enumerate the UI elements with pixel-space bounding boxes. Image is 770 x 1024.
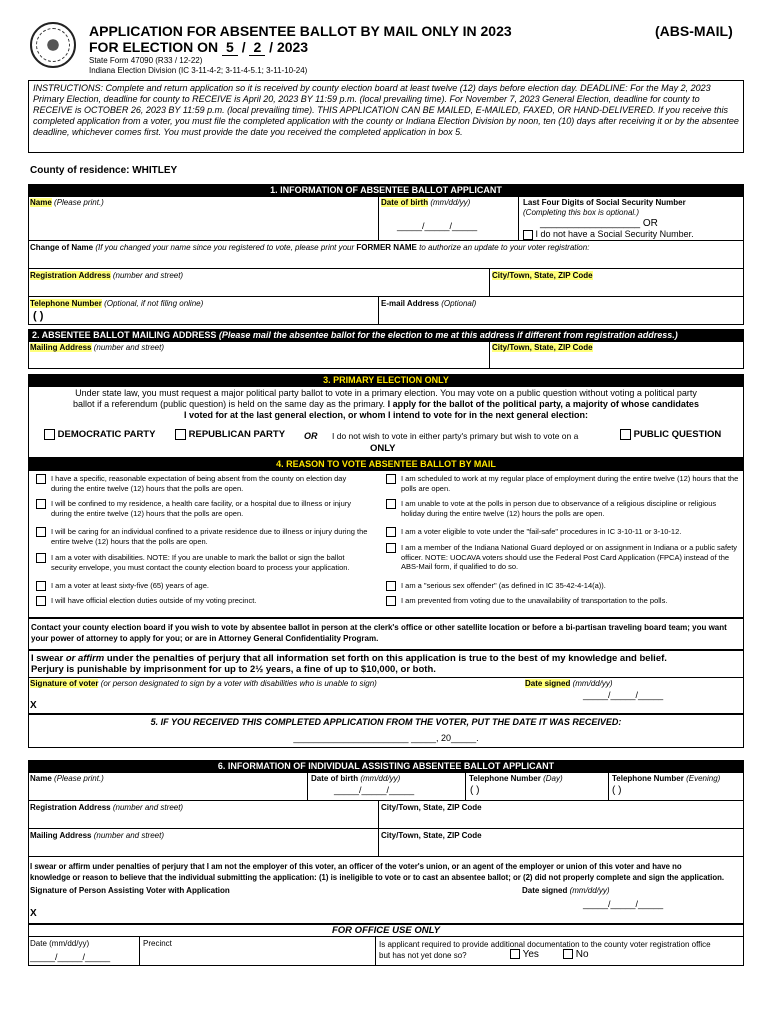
republican-checkbox[interactable] [175, 429, 186, 440]
indiana-state-seal [30, 22, 76, 68]
section3-header: 3. PRIMARY ELECTION ONLY [28, 374, 744, 386]
office-no-option[interactable]: No [563, 949, 589, 960]
or-text: OR [304, 431, 318, 441]
republican-party-option[interactable]: REPUBLICAN PARTY [175, 429, 285, 440]
registration-address-field[interactable]: Registration Address (number and street) [30, 271, 184, 280]
reason-checkbox[interactable] [36, 596, 46, 606]
section5-text: 5. IF YOU RECEIVED THIS COMPLETED APPLICATION FROM THE VOTER, PUT THE DATE IT WAS RECEIVED: [150, 717, 622, 727]
phone-day-parens: ( ) [470, 785, 480, 796]
voter-signature-field[interactable]: Signature of voter (or person designated to sign by a voter with disabilities who is unable to sign) [30, 679, 377, 688]
public-question-checkbox[interactable] [620, 429, 631, 440]
assistant-dob-field[interactable]: Date of birth (mm/dd/yy) [311, 774, 401, 783]
county-of-residence: County of residence: WHITLEY [30, 165, 178, 176]
reason-sex-offender[interactable]: I am a "serious sex offender" (as defined in IC 35-42-4-14(a)). [386, 581, 740, 591]
assistant-name-field[interactable]: Name (Please print.) [30, 774, 104, 783]
reason-transportation[interactable]: I am prevented from voting due to the unavailability of transportation to the polls. [386, 596, 740, 606]
yes-checkbox[interactable] [510, 949, 520, 959]
reason-caring-individual[interactable]: I will be caring for an individual confined to a private residence due to illness or injury during the entire twelve (12) hours that the polls are open. [36, 527, 368, 546]
reason-disabilities[interactable]: I am a voter with disabilities. NOTE: If you are unable to mark the ballot or sign the ballot security envelope, you must contact the county election board to process your application. [36, 553, 368, 572]
reason-checkbox[interactable] [386, 543, 396, 553]
no-ssn-option[interactable]: I do not have a Social Security Number. [523, 229, 694, 240]
democratic-party-option[interactable]: DEMOCRATIC PARTY [44, 429, 155, 440]
email-field[interactable]: E-mail Address (Optional) [381, 299, 477, 308]
assistant-phone-day-field[interactable]: Telephone Number (Day) [469, 774, 563, 783]
assistant-mailing-city-field[interactable]: City/Town, State, ZIP Code [381, 831, 482, 840]
reason-checkbox[interactable] [386, 581, 396, 591]
change-of-name-field[interactable]: Change of Name (If you changed your name since you registered to vote, please print your FORMER NAME to authorize an update to your voter registration: [30, 243, 590, 252]
assistant-registration-address-field[interactable]: Registration Address (number and street) [30, 803, 184, 812]
assistant-mailing-address-field[interactable]: Mailing Address (number and street) [30, 831, 164, 840]
section2-header: 2. ABSENTEE BALLOT MAILING ADDRESS (Please mail the absentee ballot for the election to me at this address if different from registration address.) [28, 329, 744, 341]
office-documentation-question: Is applicant required to provide additional documentation to the county voter registration office but has not yet done so? [379, 940, 711, 960]
voter-date-signed-field[interactable]: Date signed (mm/dd/yy) [525, 679, 613, 688]
applicant-dob-field[interactable]: Date of birth (mm/dd/yy) [381, 198, 471, 207]
reason-confined-illness[interactable]: I will be confined to my residence, a health care facility, or a hospital due to illness or injury during the entire twelve (12) hours that the polls are open. [36, 499, 368, 518]
section1-header: 1. INFORMATION OF ABSENTEE BALLOT APPLICANT [28, 184, 744, 196]
assistant-signature-x: X [30, 908, 37, 919]
reason-checkbox[interactable] [386, 596, 396, 606]
ssn-hint: (Completing this box is optional.) [523, 208, 640, 217]
reason-checkbox[interactable] [36, 499, 46, 509]
democratic-checkbox[interactable] [44, 429, 55, 440]
reason-checkbox[interactable] [36, 527, 46, 537]
office-yes-option[interactable]: Yes [510, 949, 539, 960]
date-received-field[interactable]: _______________________ _____, 20_____. [293, 733, 479, 743]
reason-election-duties[interactable]: I will have official election duties outside of my voting precinct. [36, 596, 368, 606]
election-month: 5 [222, 39, 238, 56]
reason-checkbox[interactable] [386, 474, 396, 484]
assistant-date-blank: _____/_____/_____ [583, 899, 664, 909]
assistant-phone-evening-field[interactable]: Telephone Number (Evening) [612, 774, 721, 783]
form-subtitle: State Form 47090 (R33 / 12-22) Indiana Election Division (IC 3-11-4-2; 3-11-4-5.1; 3-11-10-24) [89, 56, 308, 75]
reason-absent-from-county[interactable]: I have a specific, reasonable expectation of being absent from the county on election day during the entire twelve (12) hours that the polls are open. [36, 474, 368, 493]
voter-affirmation: I swear or affirm under the penalties of perjury that all information set forth on this application is true to the best of my knowledge and belief. Perjury is punishable by imprisonment for up to 2½ years, a fine of up to $10,000, or both. [31, 653, 667, 675]
assistant-dob-blank: _____/_____/_____ [334, 785, 415, 795]
office-date-field[interactable]: Date (mm/dd/yy) [30, 939, 90, 948]
reason-checkbox[interactable] [386, 499, 396, 509]
applicant-name-field[interactable]: Name (Please print.) [30, 198, 104, 207]
section4-header: 4. REASON TO VOTE ABSENTEE BALLOT BY MAIL [28, 458, 744, 470]
only-text: ONLY [370, 443, 396, 454]
city-state-zip-field[interactable]: City/Town, State, ZIP Code [492, 271, 593, 280]
dob-blank: _____/_____/_____ [397, 221, 478, 231]
primary-election-text: Under state law, you must request a major political party ballot to vote in a primary election. You may vote on a public question without voting a political party ballot if a referendum (public question) is held on the same day as the primary. I apply for the ballot of the political party, a majority of whose candidates I voted for at the last general election, or whom I intend to vote for in the next general election: [73, 388, 699, 420]
voter-signature-x: X [30, 700, 37, 711]
voter-date-blank: _____/_____/_____ [583, 690, 664, 700]
assistant-date-signed-field[interactable]: Date signed (mm/dd/yy) [522, 886, 610, 895]
no-party-text: I do not wish to vote in either party's primary but wish to vote on a [332, 431, 579, 441]
office-date-blank: _____/_____/_____ [30, 952, 111, 962]
contact-text: Contact your county election board if you wish to vote by absentee ballot in person at the clerk's office or other satellite location or before a bi-partisan traveling board team; you want your power of attorney to apply for you; or are in Attorney General Confidentiality Program. [31, 623, 727, 643]
reason-checkbox[interactable] [36, 553, 46, 563]
reason-religious[interactable]: I am unable to vote at the polls in person due to observance of a religious discipline or religious holiday during the entire twelve (12) hours the polls are open. [386, 499, 740, 518]
assistant-signature-field[interactable]: Signature of Person Assisting Voter with Application [30, 886, 230, 895]
ssn-label: Last Four Digits of Social Security Number [523, 198, 686, 207]
reason-age-65[interactable]: I am a voter at least sixty-five (65) years of age. [36, 581, 368, 591]
reason-fail-safe[interactable]: I am a voter eligible to vote under the "fail-safe" procedures in IC 3-10-11 or 3-10-12. [386, 527, 740, 537]
form-code: (ABS-MAIL) [655, 23, 733, 39]
instructions-box: INSTRUCTIONS: Complete and return application so it is received by county election board at least twelve (12) days before election day. DEADLINE: For the May 2, 2023 Primary Election, deadline for county to RECEIVE is April 20, 2023 BY 11:59 p.m. (local prevailing time). For November 7, 2023 General Election, deadline for county to RECEIVE is OCTOBER 26, 2023 BY 11:59 p.m. (local prevailing time). THIS APPLICATION CAN BE MAILED, E-MAILED, FAXED, OR HAND-DELIVERED. If you receive this completed application from a voter, you must file the completed application with the county or Indiana Election Division by noon, ten (10) days after receiving it or by the absentee deadline, whichever comes first. You must provide the date you received the completed application in box 5. [28, 80, 744, 153]
mailing-address-field[interactable]: Mailing Address (number and street) [30, 343, 164, 352]
ssn-field[interactable]: __________________ OR [540, 218, 658, 229]
section6-header: 6. INFORMATION OF INDIVIDUAL ASSISTING ABSENTEE BALLOT APPLICANT [28, 760, 744, 772]
election-day: 2 [249, 39, 265, 56]
assistant-affirmation: I swear or affirm under penalties of perjury that I am not the employer of this voter, an officer of the voter's union, or an agent of the employer or union of this voter and have no knowledge or reason to believe that the individual submitting the application: (1) is ineligible to vote or to cast an absentee ballot; or (2) did not properly complete and sign the application. [30, 862, 725, 882]
assistant-city-field[interactable]: City/Town, State, ZIP Code [381, 803, 482, 812]
no-ssn-checkbox[interactable] [523, 230, 533, 240]
no-checkbox[interactable] [563, 949, 573, 959]
reason-checkbox[interactable] [36, 474, 46, 484]
reason-work-schedule[interactable]: I am scheduled to work at my regular place of employment during the entire twelve (12) hours that the polls are open. [386, 474, 740, 493]
mailing-city-field[interactable]: City/Town, State, ZIP Code [492, 343, 593, 352]
phone-parens: ( ) [33, 310, 44, 322]
reason-checkbox[interactable] [36, 581, 46, 591]
office-use-header: FOR OFFICE USE ONLY [331, 925, 441, 936]
reason-checkbox[interactable] [386, 527, 396, 537]
phone-evening-parens: ( ) [612, 785, 622, 796]
telephone-field[interactable]: Telephone Number (Optional, if not filing online) [30, 299, 204, 308]
office-precinct-field[interactable]: Precinct [143, 939, 172, 948]
public-question-option[interactable]: PUBLIC QUESTION [620, 429, 721, 440]
form-title: APPLICATION FOR ABSENTEE BALLOT BY MAIL ONLY IN 2023 FOR ELECTION ON 5 / 2 / 2023 [89, 23, 512, 55]
reason-national-guard[interactable]: I am a member of the Indiana National Guard deployed or on assignment in Indiana or a public safety officer. NOTE: UOCAVA voters should use the Federal Post Card Application (FPCA) instead of the ABS-Mail form, if qualified to do so. [386, 543, 740, 572]
